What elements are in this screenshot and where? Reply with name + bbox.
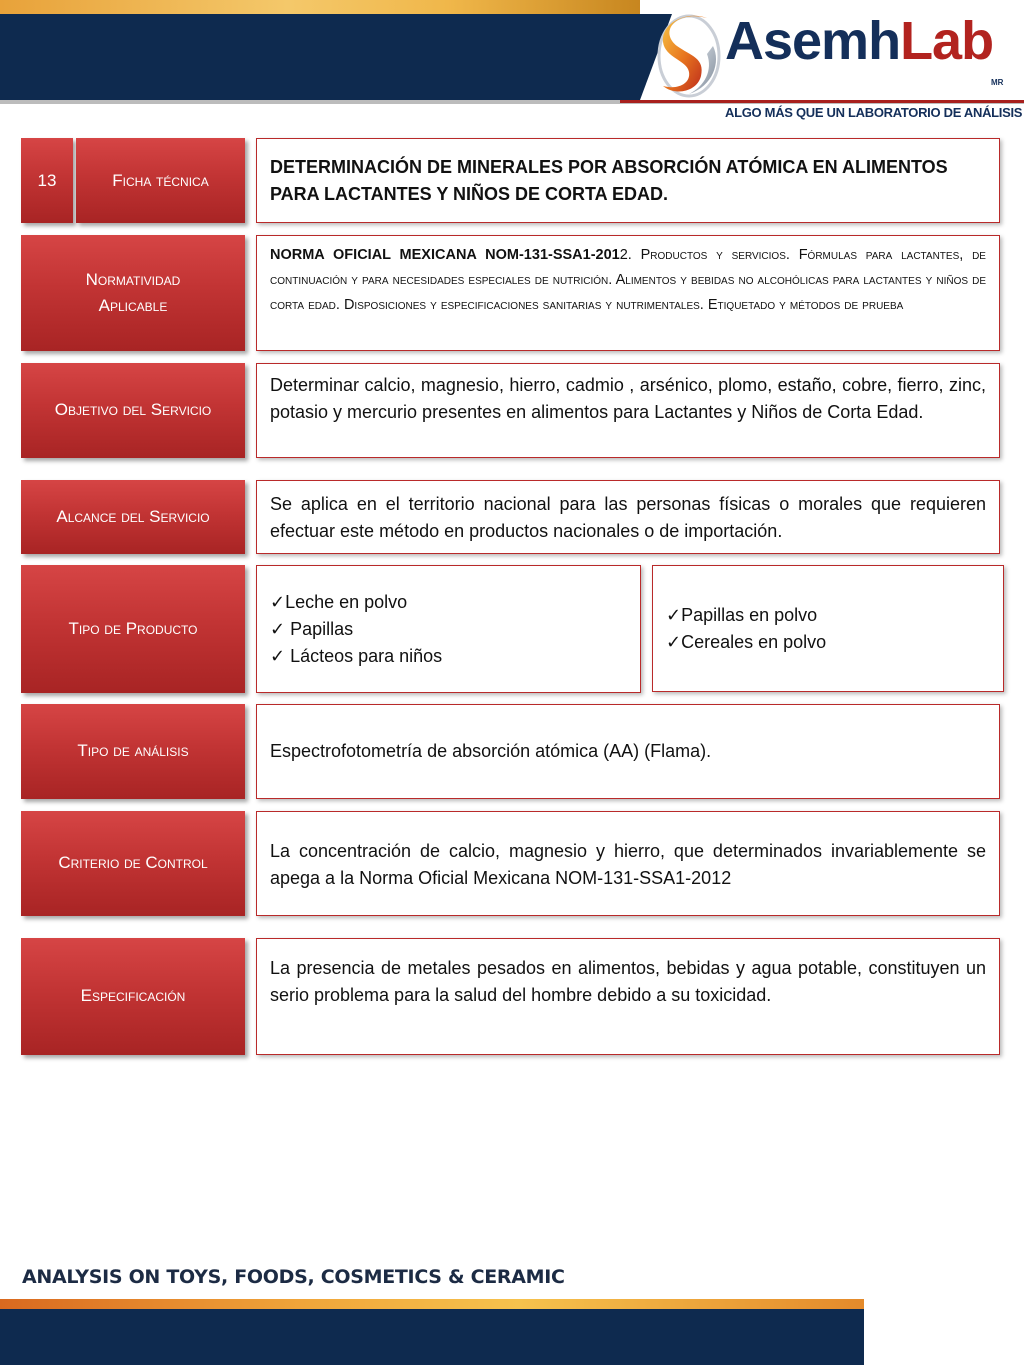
page-header bbox=[0, 0, 1024, 130]
list-item: ✓Cereales en polvo bbox=[666, 632, 827, 652]
footer-tagline: ANALYSIS ON TOYS, FOODS, COSMETICS & CERAMIC bbox=[22, 1266, 565, 1288]
brand-name bbox=[725, 11, 994, 71]
list-item: ✓Leche en polvo bbox=[270, 592, 408, 612]
norma-description: 2. Productos y servicios. Fórmulas para lactantes, de continuación y para necesidades especiales de nutrición. Alimentos y bebidas no alcohólicas para lactantes y niños de corta edad. Disposiciones y especificaciones sanitarias y nutrimentales. Etiquetado y métodos de prueba bbox=[270, 247, 986, 313]
alcance-box bbox=[256, 480, 1000, 554]
tipo-analisis-label bbox=[21, 704, 245, 799]
objetivo-label bbox=[21, 363, 245, 458]
brand-slogan: ALGO MÁS QUE UN LABORATORIO DE ANÁLISIS bbox=[725, 105, 1023, 120]
normatividad-text bbox=[270, 243, 986, 318]
tipo-producto-label bbox=[21, 565, 245, 693]
sheet-number: 13 bbox=[21, 138, 73, 223]
criterio-text: La concentración de calcio, magnesio y hierro, que determinados invariablemente se apega a la Norma Oficial Mexicana NOM-131-SSA1-2012 bbox=[270, 841, 986, 888]
objetivo-text: Determinar calcio, magnesio, hierro, cadmio , arsénico, plomo, estaño, cobre, fierro, zinc, potasio y mercurio presentes en alimentos para Lactantes y Niños de Corta Edad. bbox=[270, 375, 986, 422]
footer-gold-band bbox=[0, 1299, 864, 1309]
normatividad-box bbox=[256, 235, 1000, 351]
header-gold-band bbox=[0, 0, 640, 14]
ficha-tecnica-label: Ficha técnica bbox=[76, 138, 245, 223]
tipo-analisis-text: Espectrofotometría de absorción atómica (AA) (Flama). bbox=[270, 741, 712, 761]
list-item: ✓ Papillas bbox=[270, 619, 354, 639]
brand-name-part1: Asemh bbox=[725, 11, 901, 71]
alcance-label bbox=[21, 480, 245, 554]
especificacion-box bbox=[256, 938, 1000, 1055]
norma-code: NORMA OFICIAL MEXICANA NOM-131-SSA1-201 bbox=[270, 247, 620, 263]
criterio-label bbox=[21, 811, 245, 916]
producto-checklist-right bbox=[666, 602, 990, 656]
producto-checklist-left bbox=[270, 589, 627, 670]
alcance-text: Se aplica en el territorio nacional para las personas físicas o morales que requieren efectuar este método en productos nacionales o de importación. bbox=[270, 494, 986, 541]
title-box bbox=[256, 138, 1000, 223]
header-navy-band bbox=[0, 14, 640, 100]
normatividad-label bbox=[21, 235, 245, 351]
objetivo-label-text: Objetivo del Servicio bbox=[54, 400, 212, 420]
asemhlab-logo bbox=[655, 4, 1023, 122]
especificacion-label-text: Especificación bbox=[80, 986, 186, 1006]
brand-name-part2: Lab bbox=[900, 11, 994, 71]
list-item: ✓ Lácteos para niños bbox=[270, 646, 443, 666]
especificacion-text: La presencia de metales pesados en alimentos, bebidas y agua potable, constituyen un serio problema para la salud del hombre debido a su toxicidad. bbox=[270, 958, 986, 1005]
logo-swirl-icon bbox=[655, 6, 723, 100]
footer-navy-band bbox=[0, 1309, 864, 1365]
especificacion-label bbox=[21, 938, 245, 1055]
normatividad-label-text: Normatividad Aplicable bbox=[85, 269, 181, 315]
criterio-box bbox=[256, 811, 1000, 916]
criterio-label-text: Criterio de Control bbox=[58, 853, 208, 873]
document-title: DETERMINACIÓN DE MINERALES POR ABSORCIÓN ATÓMICA EN ALIMENTOS PARA LACTANTES Y NIÑOS DE CORTA EDAD. bbox=[270, 157, 948, 204]
tipo-analisis-label-text: Tipo de análisis bbox=[77, 741, 189, 761]
alcance-label-text: Alcance del Servicio bbox=[56, 506, 210, 526]
objetivo-box bbox=[256, 363, 1000, 458]
tipo-analisis-box bbox=[256, 704, 1000, 799]
producto-list-left bbox=[256, 565, 641, 693]
tipo-producto-label-text: Tipo de Producto bbox=[68, 618, 198, 638]
brand-mark: MR bbox=[991, 78, 1004, 87]
producto-list-right bbox=[652, 565, 1004, 692]
list-item: ✓Papillas en polvo bbox=[666, 605, 818, 625]
